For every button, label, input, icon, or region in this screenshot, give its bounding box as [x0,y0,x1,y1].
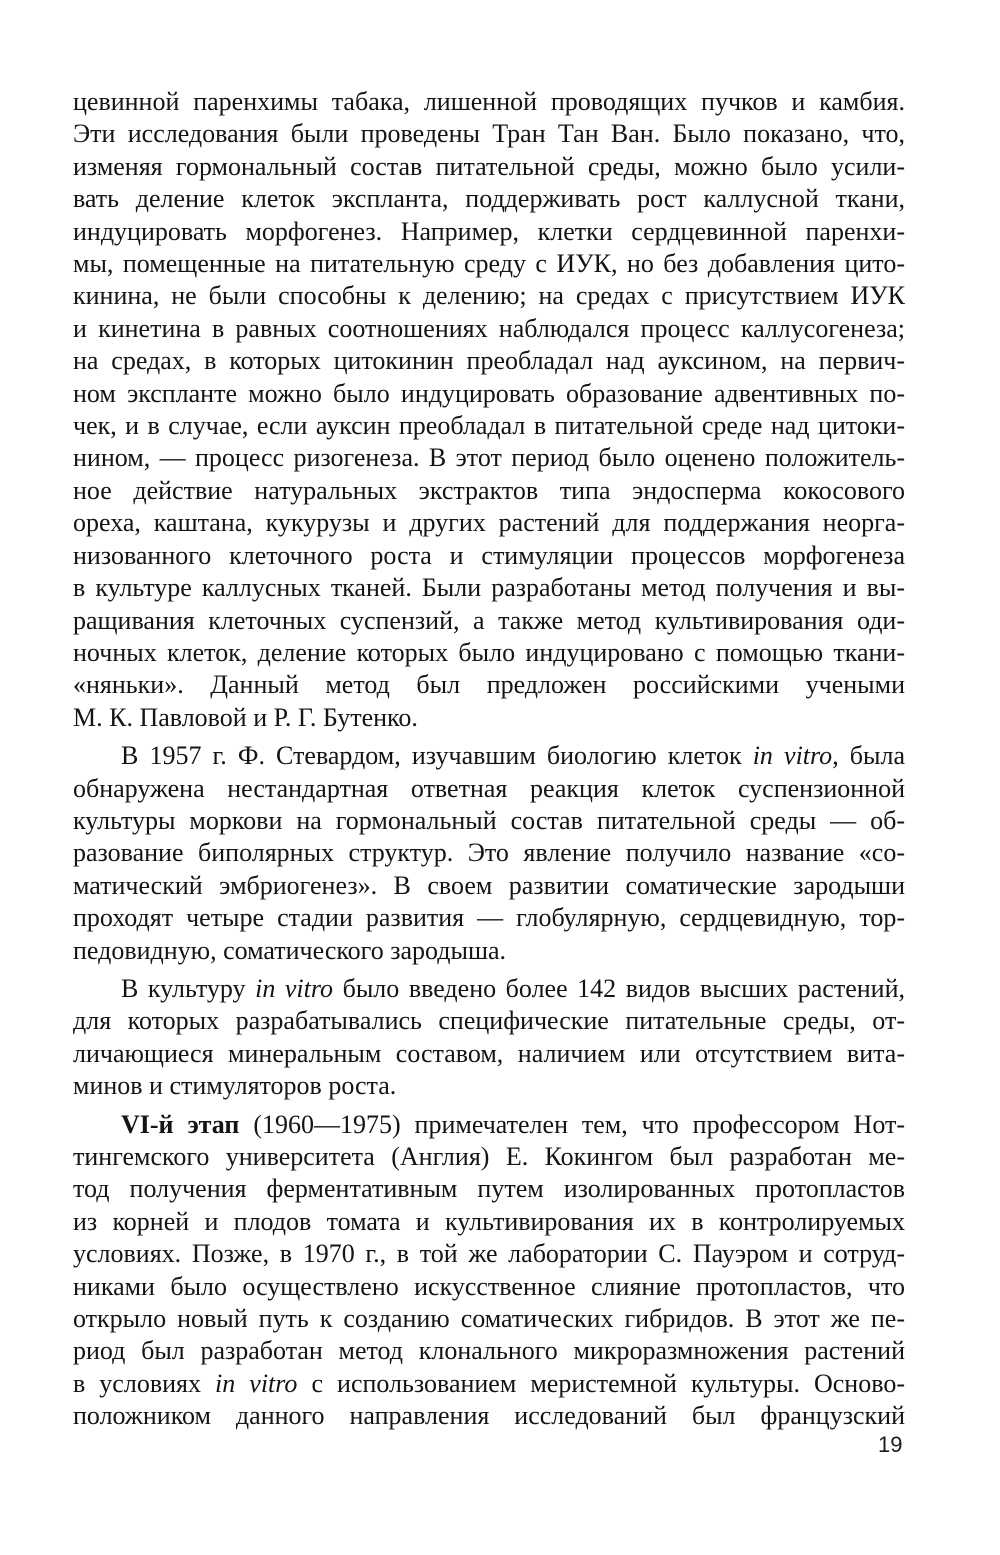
paragraph-first-line [73,740,905,772]
text-line: обнаружена нестандартная ответная реакция клеток суспензионной [73,773,905,803]
text-line: культуры моркови на гормональный состав питательной среды — об- [73,805,905,835]
text-line: ореха, каштана, кукурузы и других растений для поддержания неорга- [73,508,905,538]
text-line: низованного клеточного роста и стимуляции процессов морфогенеза [73,540,905,570]
text-line: для которых разрабатывались специфические питательные среды, от- [73,1006,905,1036]
text-line: открыло новый путь к созданию соматических гибридов. В этот же пе- [73,1304,905,1334]
text-line: «няньки». Данный метод был предложен российскими учеными [73,670,905,700]
text-line: тингемского университета (Англия) Е. Кокингом был разработан ме- [73,1142,905,1171]
text-line [73,1368,905,1400]
text-line: условиях. Позже, в 1970 г., в той же лаборатории С. Пауэром и сотруд- [73,1239,905,1269]
text-line: из корней и плодов томата и культивирования их в контролируемых [73,1206,905,1236]
text-line: ночных клеток, деление которых было индуцировано с помощью ткани- [73,637,905,667]
text-line: на средах, в которых цитокинин преобладал над ауксином, на первич- [73,346,905,376]
text-line: вать деление клеток экспланта, поддерживать рост каллусной ткани, [73,184,905,214]
text-line: в культуре каллусных тканей. Были разработаны метод получения и вы- [73,573,905,603]
text-run: В культуру [121,973,256,1003]
text-line: М. К. Павловой и Р. Г. Бутенко. [73,702,418,732]
paragraph-first-line [73,1109,905,1141]
page-number: 19 [878,1432,903,1457]
text-line: разование биполярных структур. Это явление получило название «со- [73,838,905,868]
text-line: ном экспланте можно было индуцировать образование адвентивных по- [73,378,905,408]
body-text [73,86,905,1433]
text-line: ращивания клеточных суспензий, а также метод культивирования оди- [73,605,905,635]
text-line: матический эмбриогенез». В своем развитии соматические зародыши [73,870,905,900]
text-run: (1960—1975) примечателен тем, что профессором Нот- [239,1109,905,1139]
text-run: в условиях [73,1368,216,1398]
italic-term: in vitro [255,973,334,1003]
text-line: никами было осуществлено искусственное слияние протопластов, что [73,1271,905,1301]
text-line: педовидную, соматического зародыша. [73,935,507,965]
text-line: изменяя гормональный состав питательной среды, можно было усили- [73,151,905,181]
text-line: положником данного направления исследований был французский [73,1401,905,1431]
text-line: Эти исследования были проведены Тран Тан Ван. Было показано, что, [73,119,905,149]
text-line: кинина, не были способны к делению; на средах с присутствием ИУК [73,281,905,311]
section-heading-run: VI-й этап [121,1109,240,1139]
text-run: с использованием меристемной культуры. Осново- [297,1368,905,1398]
text-run: , была [832,741,906,771]
text-line: и кинетина в равных соотношениях наблюдался процесс каллусогенеза; [73,313,905,343]
text-run: В 1957 г. Ф. Стевардом, изучавшим биологию клеток [121,741,753,771]
text-line: индуцировать морфогенез. Например, клетки сердцевинной паренхи- [73,216,905,246]
text-line: минов и стимуляторов роста. [73,1071,397,1101]
text-line: ное действие натуральных экстрактов типа эндосперма кокосового [73,475,905,505]
text-line: мы, помещенные на питательную среду с ИУК, но без добавления цито- [73,249,905,279]
paragraph-first-line [73,973,905,1005]
text-line: чек, и в случае, если ауксин преобладал в питательной среде над цитоки- [73,411,905,441]
text-line: цевинной паренхимы табака, лишенной проводящих пучков и камбия. [73,87,905,116]
text-line: личающиеся минеральным составом, наличием или отсутствием вита- [73,1038,905,1068]
text-line: нином, — процесс ризогенеза. В этот период было оценено положитель- [73,443,905,473]
italic-term: in vitro [752,741,833,771]
text-run: было введено более 142 видов высших растений, [333,973,905,1003]
text-line: проходят четыре стадии развития — глобулярную, сердцевидную, тор- [73,903,905,933]
text-line: риод был разработан метод клонального микроразмножения растений [73,1336,905,1366]
text-line: тод получения ферментативным путем изолированных протопластов [73,1174,905,1204]
italic-term: in vitro [215,1368,298,1398]
